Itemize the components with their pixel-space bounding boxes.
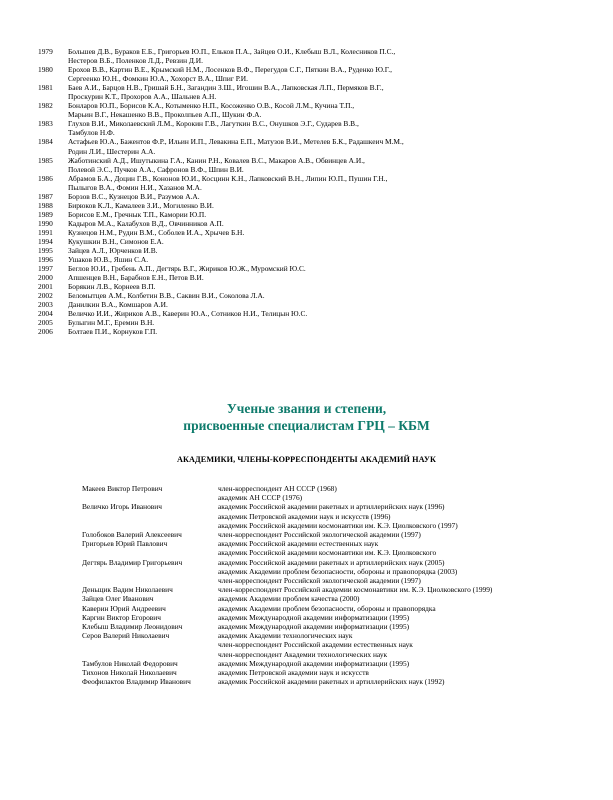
academician-titles <box>218 594 582 603</box>
academician-titles <box>218 622 582 631</box>
academician-row <box>82 677 582 686</box>
recipient-names-line: Беглов Ю.И., Гребень А.П., Дегтярь В.Г., Жириков Ю.Ж., Муромский Ю.С. <box>68 264 306 274</box>
recipient-names-line: Абрамов Б.А., Доцин Г.В., Кононов Ю.И., Косцинн К.Н., Лапковский В.Н., Липин Ю.П., Пушин Г.Н., <box>68 173 388 183</box>
academician-row <box>82 594 582 603</box>
recipient-names <box>68 228 578 237</box>
academician-row <box>82 539 582 557</box>
recipient-names <box>68 65 578 83</box>
year-row <box>38 264 578 273</box>
recipient-names-line: Кукушкин В.Н., Симонов Е.А. <box>68 236 164 246</box>
recipient-names <box>68 201 578 210</box>
academician-row <box>82 585 582 594</box>
academician-titles <box>218 484 582 502</box>
recipient-names-line: Нестеров В.Б., Поленков Л.Д., Ревзин Д.И. <box>68 56 203 66</box>
academician-row <box>82 558 582 586</box>
recipient-names <box>68 273 578 282</box>
year-row <box>38 156 578 174</box>
recipient-names <box>68 300 578 309</box>
recipient-names-line: Марьин В.Г., Некашенко В.В., Проколпьев А.П., Шукин Ф.А. <box>68 110 262 120</box>
recipient-names <box>68 327 578 336</box>
year-label: 2006 <box>38 327 53 337</box>
recipient-names <box>68 174 578 192</box>
year-label: 1982 <box>38 101 53 111</box>
academician-name: Дегтярь Владимир Григорьевич <box>82 557 183 567</box>
academician-name: Феофилактов Владимир Иванович <box>82 677 191 687</box>
recipient-names-line: Борякин Л.В., Корнеев В.П. <box>68 282 156 292</box>
academician-name: Величко Игорь Иванович <box>82 502 162 512</box>
academician-row <box>82 613 582 622</box>
year-label: 2000 <box>38 273 53 283</box>
year-row <box>38 291 578 300</box>
academician-name: Клебыш Владимир Леонидович <box>82 622 183 632</box>
recipient-names <box>68 318 578 327</box>
academician-title-line: академик Российской академии ракетных и артиллерийских наук (2005) <box>218 557 445 567</box>
recipient-names <box>68 83 578 101</box>
academician-titles <box>218 539 582 557</box>
year-row <box>38 174 578 192</box>
academician-title-line: член-корреспондент Российской академии естественных наук <box>218 640 413 650</box>
academician-row <box>82 668 582 677</box>
academician-title-line: академик Международной академии информатизации (1995) <box>218 658 410 668</box>
year-label: 1984 <box>38 137 53 147</box>
academician-titles <box>218 668 582 677</box>
academician-title-line: академик Российской академии космонавтики им. К.Э. Циолковского <box>218 548 437 558</box>
recipient-names <box>68 192 578 201</box>
year-label: 1990 <box>38 218 53 228</box>
academician-name: Деньщик Вадим Николаевич <box>82 585 173 595</box>
year-label: 1995 <box>38 246 53 256</box>
year-label: 1997 <box>38 264 53 274</box>
academician-row <box>82 530 582 539</box>
year-label: 2004 <box>38 309 53 319</box>
academician-title-line: академик Академии технологических наук <box>218 631 353 641</box>
year-row <box>38 228 578 237</box>
recipient-names <box>68 255 578 264</box>
year-row <box>38 318 578 327</box>
academician-name: Тихонов Николай Николаевич <box>82 668 177 678</box>
academician-row <box>82 604 582 613</box>
recipient-names-line: Ушаков Ю.В., Яшин С.А. <box>68 255 149 265</box>
year-label: 2005 <box>38 318 53 328</box>
recipient-names <box>68 246 578 255</box>
academician-row <box>82 484 582 502</box>
year-row <box>38 201 578 210</box>
academician-title-line: академик Петровской академии наук и искусств (1996) <box>218 511 391 521</box>
subsection-heading: АКАДЕМИКИ, ЧЛЕНЫ-КОРРЕСПОНДЕНТЫ АКАДЕМИЙ НАУК <box>176 455 437 464</box>
academician-title-line: член-корреспондент Российской экологической академии (1997) <box>218 576 421 586</box>
academician-title-line: академик АН СССР (1976) <box>218 493 303 503</box>
recipient-names-line: Ерохов В.В., Картин В.Е., Крымский Н.М., Лосенков В.Ф., Перегудов С.Г., Пяткин В.А., Руденко Ю.Г., <box>68 65 392 75</box>
academician-titles <box>218 631 582 659</box>
recipient-names-line: Беломытцев А.М., Колбетин В.В., Саквин В.И., Соколова Л.А. <box>68 291 265 301</box>
section-heading <box>0 400 613 434</box>
year-row <box>38 65 578 83</box>
recipient-names <box>68 156 578 174</box>
recipient-names-line: Величко И.И., Жириков А.В., Каверин Ю.А., Сотников Н.И., Телицын Ю.С. <box>68 309 308 319</box>
recipient-names <box>68 309 578 318</box>
academician-title-line: академик Академии проблем безопасности, обороны и правопорядка (2003) <box>218 566 458 576</box>
section-heading-line2: присвоенные специалистам ГРЦ – КБМ <box>183 418 430 433</box>
year-row <box>38 282 578 291</box>
recipient-names-line: Данилкин В.А., Комшаров А.И. <box>68 300 168 310</box>
section-heading-line1: Ученые звания и степени, <box>226 401 387 416</box>
year-row <box>38 47 578 65</box>
recipient-names <box>68 237 578 246</box>
year-row <box>38 101 578 119</box>
academician-titles <box>218 677 582 686</box>
recipient-names-line: Кадыров М.А., Калабухов В.Д., Овчинников А.П. <box>68 218 224 228</box>
year-label: 1986 <box>38 173 53 183</box>
recipient-names <box>68 264 578 273</box>
year-row <box>38 83 578 101</box>
recipient-names <box>68 119 578 137</box>
academician-name: Тамбулов Николай Федорович <box>82 658 178 668</box>
year-label: 1988 <box>38 200 53 210</box>
academician-title-line: член-корреспондент Российской академии космонавтики им. К.Э. Циолковского (1999) <box>218 585 493 595</box>
year-row <box>38 237 578 246</box>
year-label: 1985 <box>38 155 53 165</box>
year-label: 2002 <box>38 291 53 301</box>
recipient-names <box>68 101 578 119</box>
year-row <box>38 119 578 137</box>
academician-name: Каверин Юрий Андреевич <box>82 603 166 613</box>
year-row <box>38 210 578 219</box>
academician-title-line: член-корреспондент Российской экологической академии (1997) <box>218 530 421 540</box>
year-row <box>38 255 578 264</box>
academicians-list <box>82 484 582 686</box>
year-row <box>38 300 578 309</box>
recipient-names <box>68 282 578 291</box>
academician-title-line: академик Международной академии информатизации (1995) <box>218 612 410 622</box>
academician-title-line: член-корреспондент АН СССР (1968) <box>218 484 337 493</box>
academician-titles <box>218 613 582 622</box>
recipient-names-line: Кузнецов Н.М., Рудин В.М., Соболев И.А., Хрычев Б.Н. <box>68 227 245 237</box>
academician-name: Серов Валерий Николаевич <box>82 631 170 641</box>
academician-name: Голобоков Валерий Алексеевич <box>82 530 182 540</box>
recipient-names <box>68 47 578 65</box>
recipient-names-line: Проскурин К.Т., Прохоров А.А., Шальнев А.Н. <box>68 92 217 102</box>
year-label: 2003 <box>38 300 53 310</box>
academician-name: Григорьев Юрий Павлович <box>82 539 168 549</box>
year-label: 1994 <box>38 236 53 246</box>
recipient-names-line: Зайцев А.Л., Юрченков И.В. <box>68 246 158 256</box>
recipient-names-line: Глухов В.И., Миколаевский Л.М., Корокин Г.В., Лагуткин В.С., Онушков Э.Г., Сударев В.В., <box>68 119 359 129</box>
academician-row <box>82 659 582 668</box>
recipient-names-line: Полевой Э.С., Пучков А.А., Сафронов В.Ф., Шпин В.И. <box>68 164 244 174</box>
recipient-names <box>68 210 578 219</box>
academician-name: Макеев Виктор Петрович <box>82 484 163 493</box>
year-label: 1989 <box>38 209 53 219</box>
recipient-names-line: Пылыгов В.А., Фомин Н.И., Хазанов М.А. <box>68 182 202 192</box>
academician-title-line: академик Российской академии космонавтики им. К.Э. Циолковского (1997) <box>218 520 458 530</box>
year-label: 1996 <box>38 255 53 265</box>
recipient-names-line: Булыгин М.Г., Еремин В.Н. <box>68 318 155 328</box>
year-row <box>38 327 578 336</box>
recipient-names-line: Сергеенко Ю.Н., Фомкин Ю.А., Хохорст В.А., Шпиг Р.И. <box>68 74 248 84</box>
year-row <box>38 309 578 318</box>
academician-title-line: академик Российской академии ракетных и артиллерийских наук (1992) <box>218 677 445 687</box>
academician-name: Каргин Виктор Егорович <box>82 612 161 622</box>
year-label: 1979 <box>38 47 53 56</box>
academician-titles <box>218 502 582 530</box>
recipient-names-line: Жаботинский А.Д., Ишутыкина Г.А., Канин Р.Н., Ковалев В.С., Макаров А.В., Обвинцев А.И., <box>68 155 365 165</box>
academician-title-line: академик Академии проблем безопасности, обороны и правопорядка <box>218 603 436 613</box>
recipient-names-line: Астафьев Ю.А., Бажентов Ф.Р., Ильин И.П., Левакина Е.П., Матузов В.И., Метелев Б.К., Радашкеич М.М., <box>68 137 404 147</box>
year-row <box>38 246 578 255</box>
academician-title-line: академик Российской академии ракетных и артиллерийских наук (1996) <box>218 502 445 512</box>
recipient-names-line: Большев Д.В., Бураков Е.Б., Григорьев Ю.П., Ельков П.А., Зайцев О.И., Клебыш В.Л., Колесников П.С., <box>68 47 396 56</box>
academician-title-line: академик Петровской академии наук и искусств <box>218 668 369 678</box>
academician-titles <box>218 558 582 586</box>
recipient-names-line: Борисов Е.М., Гречнык Т.П., Камории Ю.П. <box>68 209 207 219</box>
recipient-names-line: Апшенцев В.Н., Барабнов Е.Н., Петов В.И. <box>68 273 204 283</box>
academician-row <box>82 631 582 659</box>
recipient-names-line: Баев А.И., Барцов Н.В., Гришай Б.Н., Загандин З.Ш., Игошин В.А., Лапковская Л.П., Пермяков В.Г., <box>68 83 384 93</box>
recipient-names <box>68 137 578 155</box>
academician-titles <box>218 585 582 594</box>
year-row <box>38 137 578 155</box>
academician-titles <box>218 659 582 668</box>
academician-row <box>82 502 582 530</box>
academician-titles <box>218 530 582 539</box>
year-label: 1983 <box>38 119 53 129</box>
academician-row <box>82 622 582 631</box>
recipient-names-line: Бирюков К.Л., Камалеев З.И., Могиленко В.И. <box>68 200 214 210</box>
year-label: 1987 <box>38 191 53 201</box>
year-label: 2001 <box>38 282 53 292</box>
year-row <box>38 273 578 282</box>
recipient-names-line: Тамбулов Н.Ф. <box>68 128 115 138</box>
year-row <box>38 192 578 201</box>
year-row <box>38 219 578 228</box>
recipient-names <box>68 291 578 300</box>
year-label: 1981 <box>38 83 53 93</box>
academician-titles <box>218 604 582 613</box>
recipient-names-line: Борзов В.С., Кузнецов В.И., Разумов А.А. <box>68 191 200 201</box>
recipient-names-line: Родин Л.И., Шестерин А.А. <box>68 146 156 156</box>
year-label: 1980 <box>38 65 53 75</box>
recipient-names <box>68 219 578 228</box>
awards-year-list <box>38 47 578 337</box>
academician-name: Зайцев Олег Иванович <box>82 594 154 604</box>
recipient-names-line: Болтаев П.И., Корнуков Г.П. <box>68 327 158 337</box>
academician-title-line: член-корреспондент Академии технологических наук <box>218 649 388 659</box>
academician-title-line: академик Российской академии естественных наук <box>218 539 379 549</box>
recipient-names-line: Бонларов Ю.П., Борисов К.А., Котыменко Н.П., Косоженко О.В., Косой Л.М., Кучина Т.П., <box>68 101 355 111</box>
academician-title-line: академик Международной академии информатизации (1995) <box>218 622 410 632</box>
academician-title-line: академик Академии проблем качества (2000) <box>218 594 360 604</box>
year-label: 1991 <box>38 227 53 237</box>
